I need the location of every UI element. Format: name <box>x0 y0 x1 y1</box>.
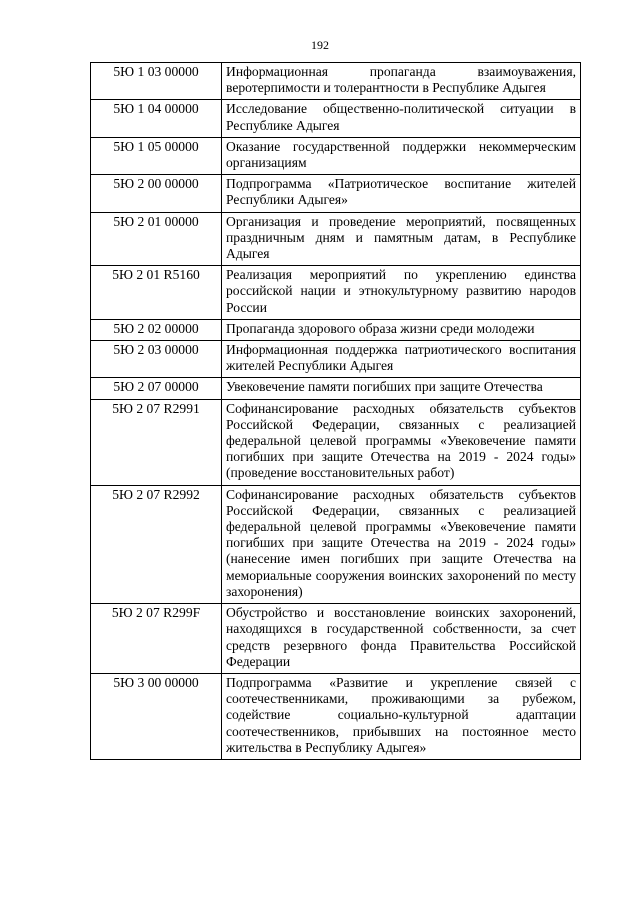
table-row <box>91 378 581 399</box>
table-row <box>91 266 581 320</box>
table-row <box>91 137 581 174</box>
row-description: Увековечение памяти погибших при защите Отечества <box>222 378 581 399</box>
table-row <box>91 604 581 674</box>
row-code: 5Ю 1 04 00000 <box>91 100 222 137</box>
row-code: 5Ю 2 07 R299F <box>91 604 222 674</box>
row-code: 5Ю 2 07 R2992 <box>91 485 222 603</box>
table-row <box>91 100 581 137</box>
table-row <box>91 341 581 378</box>
row-description: Обустройство и восстановление воинских захоронений, находящихся в государственной собственности, за счет средств резервного фонда Правительства Российской Федерации <box>222 604 581 674</box>
row-code: 5Ю 2 01 00000 <box>91 212 222 266</box>
table-row <box>91 673 581 759</box>
table-row <box>91 212 581 266</box>
row-code: 5Ю 1 05 00000 <box>91 137 222 174</box>
row-code: 5Ю 2 02 00000 <box>91 319 222 340</box>
row-code: 5Ю 2 07 R2991 <box>91 399 222 485</box>
row-code: 5Ю 3 00 00000 <box>91 673 222 759</box>
table-row <box>91 175 581 212</box>
table-row <box>91 319 581 340</box>
budget-classification-table <box>90 62 581 760</box>
row-code: 5Ю 2 01 R5160 <box>91 266 222 320</box>
row-description: Софинансирование расходных обязательств субъектов Российской Федерации, связанных с реализацией федеральной целевой программы «Увековечение памяти погибших при защите Отечества на 2019 - 2024 годы» (нанесение имен погибших при защите Отечества на мемориальные сооружения воинских захоронений по месту захоронения) <box>222 485 581 603</box>
row-description: Подпрограмма «Патриотическое воспитание жителей Республики Адыгея» <box>222 175 581 212</box>
row-code: 5Ю 2 07 00000 <box>91 378 222 399</box>
page-number: 192 <box>311 38 329 52</box>
row-description: Исследование общественно-политической ситуации в Республике Адыгея <box>222 100 581 137</box>
table-row <box>91 485 581 603</box>
row-description: Оказание государственной поддержки некоммерческим организациям <box>222 137 581 174</box>
row-code: 5Ю 2 00 00000 <box>91 175 222 212</box>
row-description: Подпрограмма «Развитие и укрепление связей с соотечественниками, проживающими за рубежом, содействие социально-культурной адаптации соотечественников, прибывших на постоянное место жительства в Республику Адыгея» <box>222 673 581 759</box>
row-code: 5Ю 1 03 00000 <box>91 63 222 100</box>
row-description: Реализация мероприятий по укреплению единства российской нации и этнокультурному развитию народов России <box>222 266 581 320</box>
table-row <box>91 63 581 100</box>
row-description: Пропаганда здорового образа жизни среди молодежи <box>222 319 581 340</box>
row-description: Информационная пропаганда взаимоуважения, веротерпимости и толерантности в Республике Адыгея <box>222 63 581 100</box>
row-description: Организация и проведение мероприятий, посвященных праздничным дням и памятным датам, в Республике Адыгея <box>222 212 581 266</box>
row-description: Информационная поддержка патриотического воспитания жителей Республики Адыгея <box>222 341 581 378</box>
table-row <box>91 399 581 485</box>
row-description: Софинансирование расходных обязательств субъектов Российской Федерации, связанных с реализацией федеральной целевой программы «Увековечение памяти погибших при защите Отечества на 2019 - 2024 годы» (проведение восстановительных работ) <box>222 399 581 485</box>
row-code: 5Ю 2 03 00000 <box>91 341 222 378</box>
